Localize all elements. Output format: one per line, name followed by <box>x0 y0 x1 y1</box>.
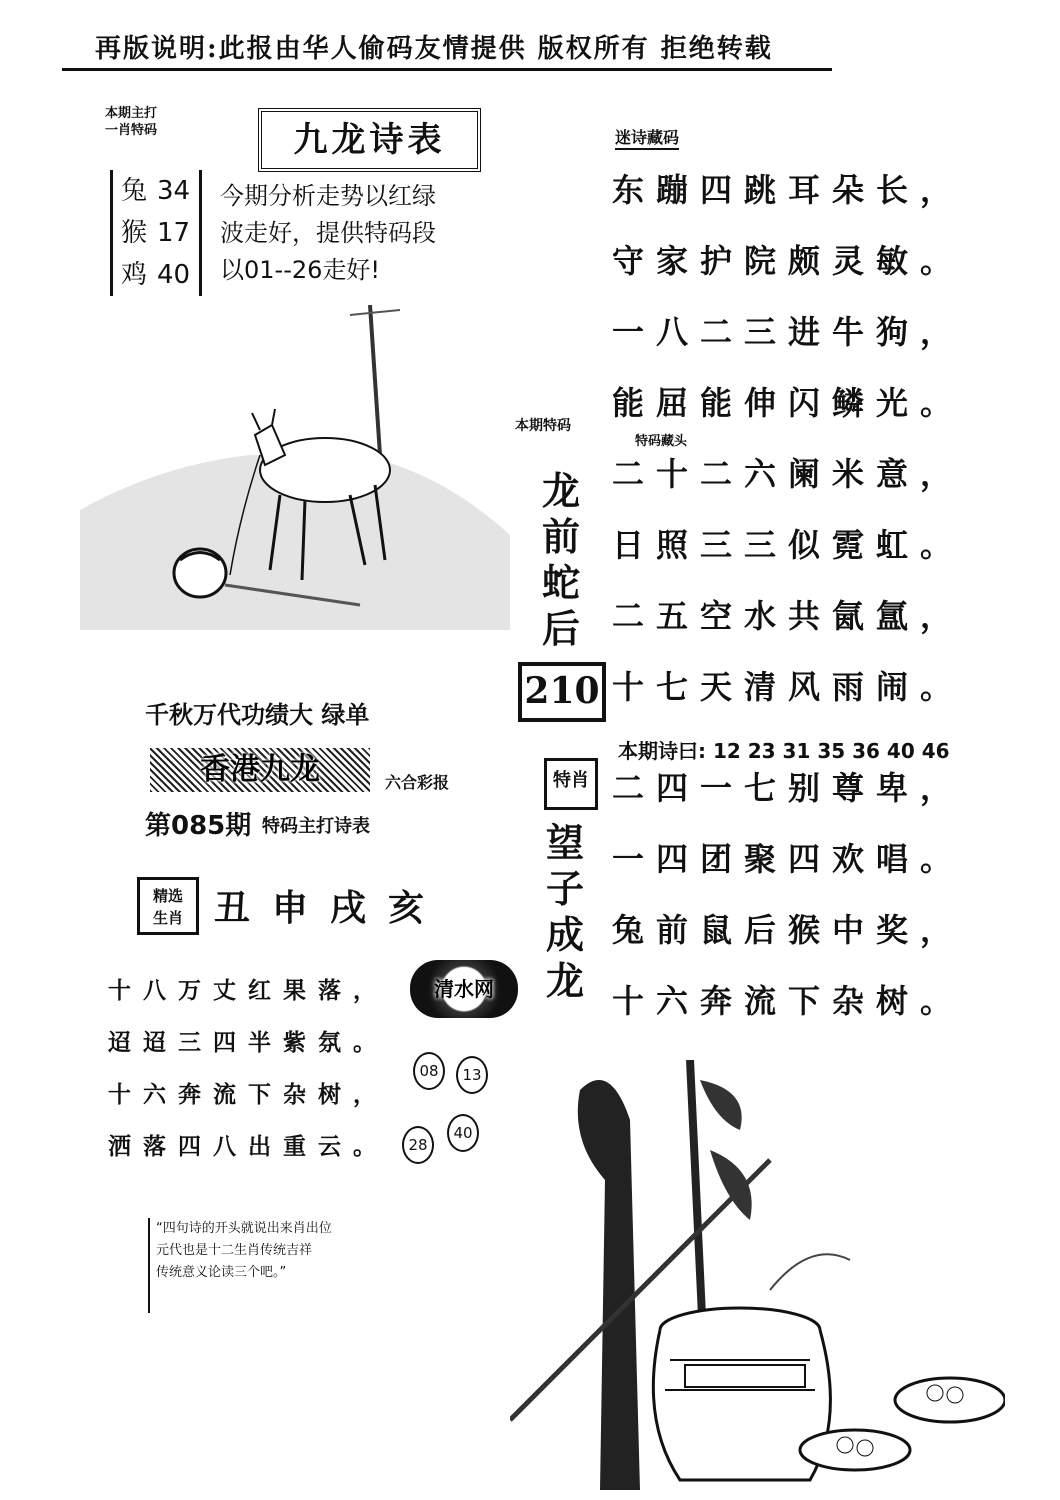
poem-line: 二五空水共氤氲， <box>612 597 965 635</box>
header-underline <box>62 68 832 71</box>
goat-illustration <box>80 305 510 630</box>
poem-line: 洒落四八出重云。 <box>108 1133 388 1160</box>
boxed-number: 210 <box>518 662 606 722</box>
banner-title: 香港九龙 <box>150 748 370 792</box>
vertical-char: 后 <box>541 606 580 651</box>
note-line: 元代也是十二生肖传统吉祥 <box>156 1243 313 1258</box>
slogan: 千秋万代功绩大 绿单 <box>145 700 370 729</box>
vertical-char: 成 <box>545 912 584 957</box>
small-stamp-line-2: 一肖特码 <box>105 123 158 138</box>
analysis-line: 波走好，提供特码段 <box>220 219 436 247</box>
poem-line: 能屈能伸闪鳞光。 <box>612 384 965 422</box>
poem-label: 迷诗藏码 <box>615 125 679 150</box>
poem-line: 守家护院颇灵敏。 <box>612 242 965 280</box>
small-stamp-line-1: 本期主打 <box>105 106 158 121</box>
poem-line: 二十二六阑米意， <box>612 455 965 493</box>
mid-stamp-special: 本期特码 <box>515 418 571 434</box>
poem-line: 十六奔流下杂树， <box>108 1081 388 1108</box>
vertical-char: 蛇 <box>541 560 580 605</box>
poem-line: 十八万丈红果落， <box>108 977 388 1004</box>
zodiac-animal: 鸡 <box>121 260 148 290</box>
picked-zodiacs: 丑申戌亥 <box>214 887 447 929</box>
vertical-phrase-1 <box>538 468 584 652</box>
issue-side-text: 特码主打诗表 <box>262 816 370 837</box>
trend-analysis <box>220 178 505 289</box>
poem-numbers: 本期诗曰: 12 23 31 35 36 40 46 <box>618 739 950 763</box>
zodiac-number: 34 <box>157 176 191 206</box>
poem-line: 一四团聚四欢唱。 <box>612 840 965 878</box>
right-poem <box>612 155 964 1037</box>
site-stamp: 清水网 <box>410 960 518 1018</box>
special-zodiac-stamp: 特肖 <box>544 758 598 810</box>
number-ball: 08 <box>413 1052 445 1090</box>
mid-stamp-hidden: 特码藏头 <box>635 434 688 449</box>
vertical-char: 前 <box>541 514 580 559</box>
vertical-char: 龙 <box>545 958 584 1003</box>
poem-line: 日照三三似霓虹。 <box>612 526 965 564</box>
still-life-illustration <box>510 1060 1005 1490</box>
poem-line: 东蹦四跳耳朵长， <box>612 171 965 209</box>
banner-side-text: 六合彩报 <box>385 773 450 792</box>
poem-line: 迢迢三四半紫氛。 <box>108 1029 388 1056</box>
vertical-char: 子 <box>545 866 584 911</box>
poem-line: 十七天清风雨闹。 <box>612 668 965 706</box>
issue-number: 第085期 <box>145 811 252 841</box>
zodiac-number: 40 <box>157 260 191 290</box>
pick-stamp <box>137 877 199 935</box>
analysis-line: 以01--26走好! <box>220 256 381 284</box>
reprint-notice: 再版说明:此报由华人偷码友情提供 版权所有 拒绝转载 <box>95 34 773 64</box>
analysis-line: 今期分析走势以红绿 <box>220 182 436 210</box>
zodiac-animal: 兔 <box>121 176 148 206</box>
zodiac-number-box <box>110 170 202 296</box>
number-ball: 28 <box>402 1126 434 1164</box>
small-stamp <box>105 105 215 139</box>
number-ball: 13 <box>456 1056 488 1094</box>
vertical-char: 龙 <box>541 468 580 513</box>
poem-line: 兔前鼠后猴中奖， <box>612 911 965 949</box>
pick-stamp-line: 生肖 <box>152 909 183 927</box>
zodiac-number: 17 <box>157 218 191 248</box>
handwritten-note <box>148 1218 408 1313</box>
pick-stamp-line: 精选 <box>152 887 183 905</box>
zodiac-row <box>113 254 199 296</box>
zodiac-row <box>113 170 199 212</box>
poem-line: 一八二三进牛狗， <box>612 313 965 351</box>
zodiac-row <box>113 212 199 254</box>
note-line: “四句诗的开头就说出来肖出位 <box>156 1221 332 1236</box>
zodiac-animal: 猴 <box>121 218 148 248</box>
left-poem <box>108 965 388 1173</box>
poem-line: 二四一七别尊卑， <box>612 769 965 807</box>
vertical-char: 望 <box>545 820 584 865</box>
note-line: 传统意义论读三个吧。” <box>156 1265 287 1280</box>
poem-line: 十六奔流下杂树。 <box>612 982 965 1020</box>
vertical-phrase-2 <box>542 820 588 1004</box>
page-title: 九龙诗表 <box>258 108 481 172</box>
number-ball: 40 <box>447 1114 479 1152</box>
